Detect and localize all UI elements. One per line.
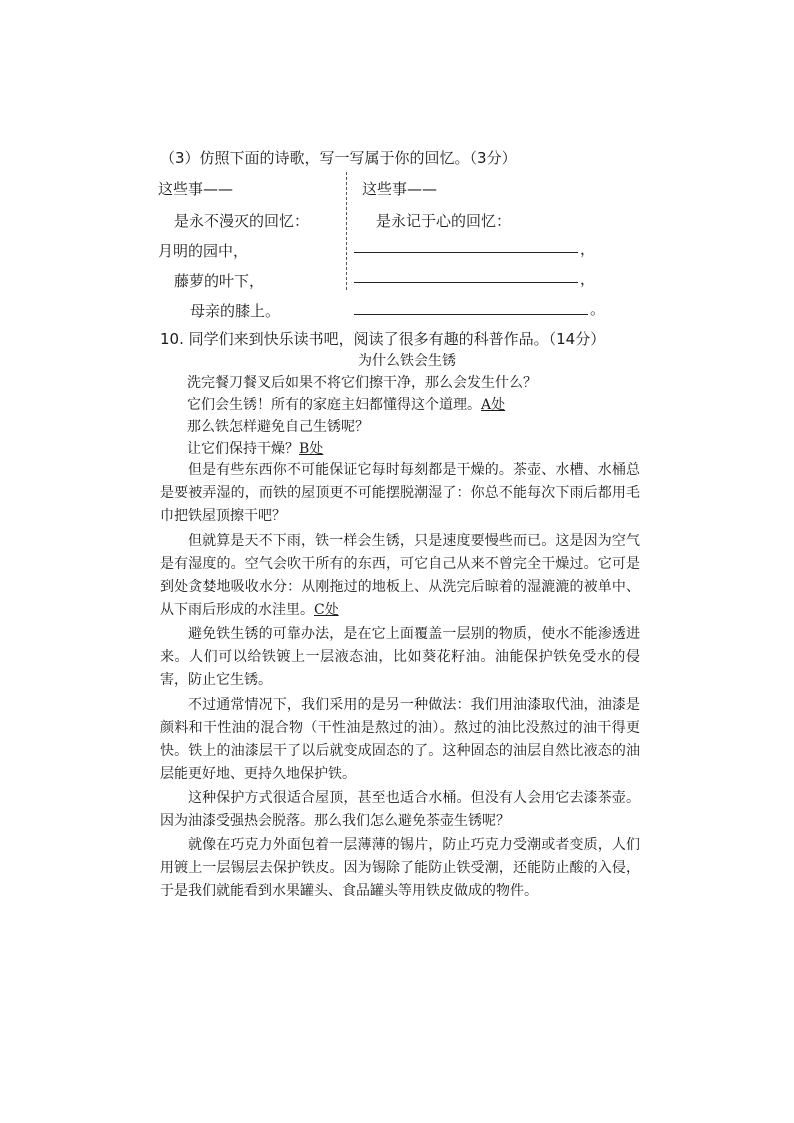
- poem-left-line-5: 母亲的膝上。: [190, 302, 281, 320]
- answer-blank-3[interactable]: [354, 314, 588, 315]
- article-paragraph-3: 避免铁生锈的可靠办法，是在它上面覆盖一层别的物质，使水不能渗透进来。人们可以给铁镀上一层液态油，比如葵花籽油。油能保护铁免受水的侵害，防止它生锈。: [160, 626, 640, 688]
- poem-left-line-2: 是永不漫灭的回忆：: [174, 212, 310, 230]
- answer-blank-1[interactable]: [354, 252, 578, 253]
- article-line-4-text: 让它们保持干燥？: [187, 441, 299, 457]
- mark-b: B处: [299, 441, 324, 457]
- article-line-4: [187, 438, 323, 458]
- article-paragraph-2: [160, 530, 640, 622]
- poem-right-line-2: 是永记于心的回忆：: [376, 212, 512, 230]
- article-paragraph-1: 但是有些东西你不可能保证它每时每刻都是干燥的。茶壶、水槽、水桶总是要被弄湿的，而铁的屋顶更不可能摆脱潮湿了：你总不能每次下雨后都用毛巾把铁屋顶擦干吧？: [160, 462, 640, 524]
- poem-right-line-1: 这些事——: [362, 180, 438, 198]
- column-divider: [346, 172, 347, 290]
- mark-c: C处: [314, 602, 339, 618]
- poem-left-line-4: 藤萝的叶下，: [174, 272, 265, 290]
- answer-blank-1-punct: ，: [580, 240, 596, 258]
- answer-blank-2[interactable]: [354, 282, 578, 283]
- mark-a: A处: [481, 397, 506, 413]
- article-line-2: [187, 394, 505, 414]
- question-10-prompt: 10. 同学们来到快乐读书吧，阅读了很多有趣的科普作品。（14分）: [160, 330, 606, 348]
- article-line-3: 那么铁怎样避免自己生锈呢？: [187, 419, 369, 435]
- article-paragraph-2-text: 但就算是天不下雨，铁一样会生锈，只是速度要慢些而已。这是因为空气是有湿度的。空气会吹干所有的东西，可它自己从来不曾完全干燥过。它可是到处贪婪地吸收水分：从刚拖过的地板上、从洗完后晾着的湿漉漉的被单中、从下雨后形成的水洼里。: [160, 533, 640, 618]
- article-paragraph-4: 不过通常情况下，我们采用的是另一种做法：我们用油漆取代油，油漆是颜料和干性油的混合物（干性油是熬过的油）。熬过的油比没熬过的油干得更快。铁上的油漆层干了以后就变成固态的了。这种固态的油层自然比液态的油层能更好地、更持久地保护铁。: [160, 697, 640, 782]
- article-paragraph-6: 就像在巧克力外面包着一层薄薄的锡片，防止巧克力受潮或者变质，人们用镀上一层锡层去保护铁皮。因为锡除了能防止铁受潮，还能防止酸的入侵，于是我们就能看到水果罐头、食品罐头等用铁皮做成的物件。: [160, 837, 640, 899]
- poem-left-line-3: 月明的园中，: [158, 242, 249, 260]
- poem-left-line-1: 这些事——: [158, 180, 234, 198]
- article-line-2-text: 它们会生锈！所有的家庭主妇都懂得这个道理。: [187, 397, 481, 413]
- article-title: 为什么铁会生锈: [358, 353, 456, 369]
- answer-blank-3-punct: 。: [590, 300, 606, 318]
- article-line-1: 洗完餐刀餐叉后如果不将它们擦干净，那么会发生什么？: [187, 375, 537, 391]
- question-3-prompt: （3）仿照下面的诗歌，写一写属于你的回忆。（3分）: [160, 149, 517, 167]
- answer-blank-2-punct: ，: [580, 270, 596, 288]
- article-paragraph-5: 这种保护方式很适合屋顶，甚至也适合水桶。但没有人会用它去漆茶壶。因为油漆受强热会脱落。那么我们怎么避免茶壶生锈呢？: [160, 790, 640, 829]
